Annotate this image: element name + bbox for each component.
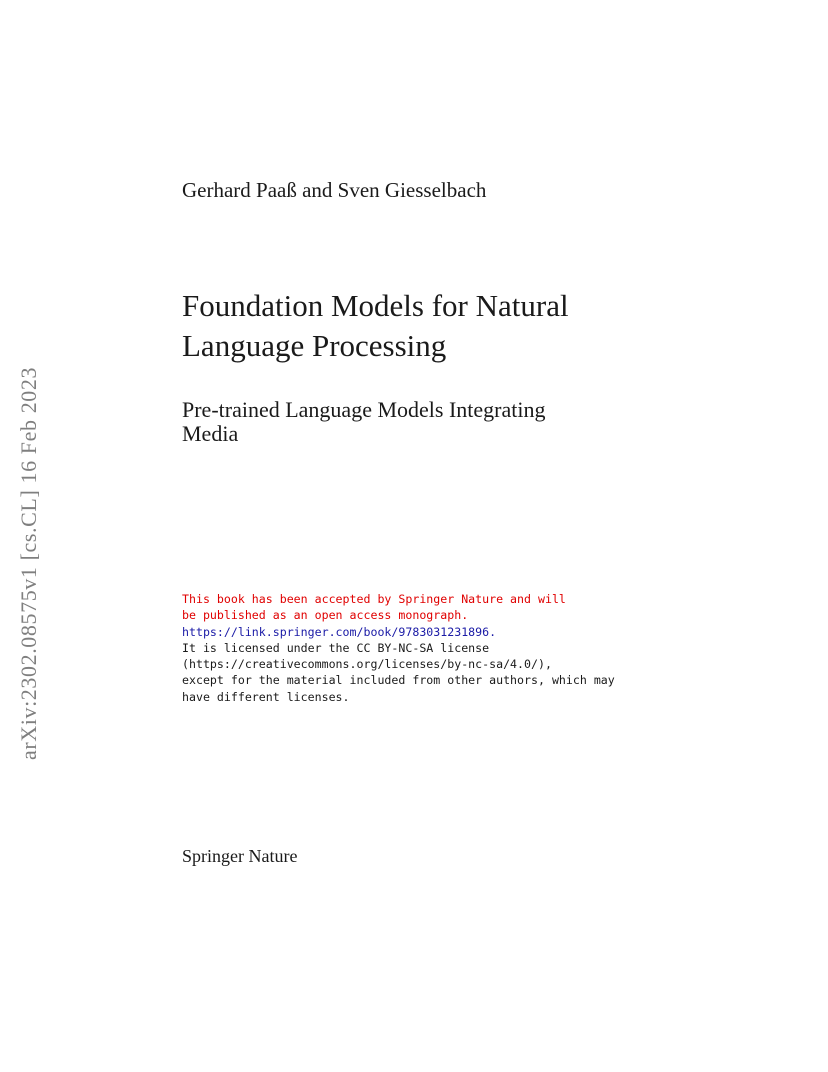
license-line-4: have different licenses. — [182, 689, 350, 704]
acceptance-notice-line-2: be published as an open access monograph. — [182, 608, 469, 623]
arxiv-identifier-stamp: arXiv:2302.08575v1 [cs.CL] 16 Feb 2023 — [16, 366, 41, 760]
license-line-3: except for the material included from other authors, which may — [182, 673, 615, 688]
book-subtitle-line-2: Media — [182, 421, 239, 446]
book-subtitle-line-1: Pre-trained Language Models Integrating — [182, 397, 546, 422]
book-title-line-2: Language Processing — [182, 328, 447, 363]
publisher-name: Springer Nature — [182, 846, 298, 866]
book-title — [182, 286, 642, 366]
book-subtitle — [182, 398, 622, 446]
license-url-line: (https://creativecommons.org/licenses/by-nc-sa/4.0/), — [182, 657, 552, 672]
springer-book-link[interactable]: https://link.springer.com/book/9783031231896. — [182, 624, 497, 639]
book-title-line-1: Foundation Models for Natural — [182, 288, 569, 323]
acceptance-notice-line-1: This book has been accepted by Springer Nature and will — [182, 592, 566, 606]
publication-notice — [182, 591, 662, 705]
book-authors: Gerhard Paaß and Sven Giesselbach — [182, 178, 487, 202]
license-line-1: It is licensed under the CC BY-NC-SA license — [182, 640, 490, 655]
